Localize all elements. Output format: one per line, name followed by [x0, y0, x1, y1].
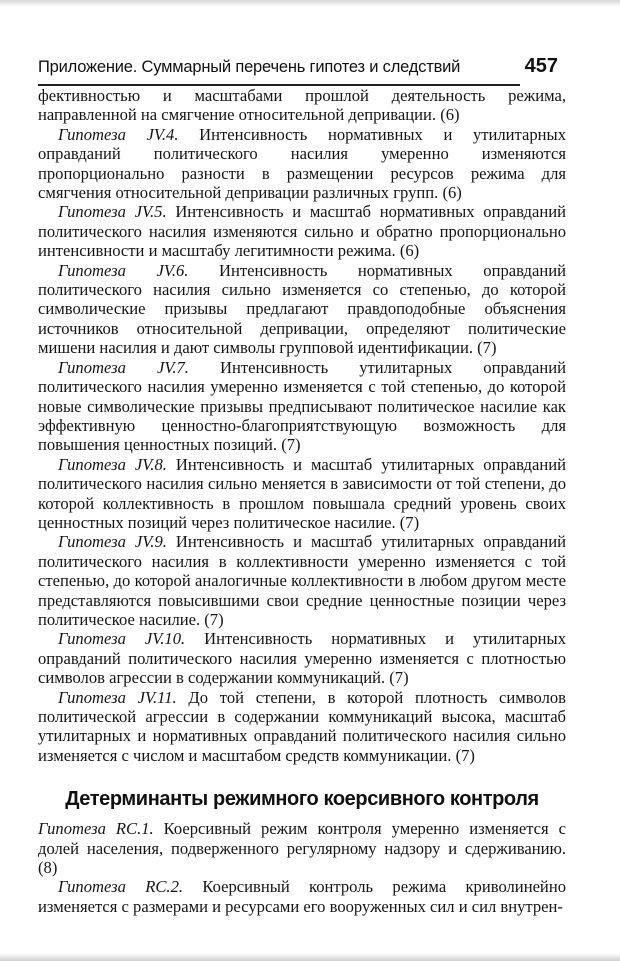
hypothesis-label: Гипотеза RC.1.	[38, 819, 154, 839]
paragraph-text: Интенсивность нормативных оправданий политического насилия сильно изменяется со степенью, до которой символические призывы предлагают правдоподобные объяснения источников относительной депривации, определяют политические мишени насилия и дают символы групповой идентификации. (7)	[38, 260, 566, 358]
paragraph-text: Интенсивность утилитарных оправданий политического насилия умеренно изменяется с той степенью, до которой новые символические призывы предписывают политическое насилие как эффективную ценностно-благоприятствующую возможность для повышения ценностных позиций. (7)	[38, 357, 566, 455]
hypothesis-label: Гипотеза JV.5.	[58, 202, 167, 222]
paragraph-text: Коерсивный контроль режима криволинейно изменяется с размерами и ресурсами его вооруженных сил и сил внутрен-	[38, 877, 566, 916]
bottom-edge-shadow	[0, 953, 620, 961]
paragraph	[38, 877, 566, 916]
paragraph-text: До той степени, в которой плотность символов политической агрессии в содержании коммуникаций высока, масштаб утилитарных и нормативных оправданий политического насилия сильно изменяется с числом и масштабом средств коммуникации. (7)	[38, 687, 566, 765]
paragraph	[38, 688, 566, 766]
page-number: 457	[524, 55, 558, 77]
hypothesis-label: Гипотеза JV.11.	[58, 687, 177, 707]
hypothesis-label: Гипотеза JV.4.	[58, 124, 179, 144]
hypothesis-label: Гипотеза JV.7.	[58, 357, 189, 377]
paragraph-text: Интенсивность и масштаб нормативных оправданий политического насилия изменяются сильно и обратно пропорционально интенсивности и масштабу легитимности режима. (6)	[38, 202, 566, 261]
paragraph-text: Интенсивность нормативных и утилитарных оправданий политического насилия умеренно изменяются пропорционально разности в размещении ресурсов режима для смягчения относительной депривации различных групп. (6)	[38, 124, 566, 203]
hypothesis-label: Гипотеза JV.8.	[58, 454, 167, 474]
paragraph	[38, 532, 566, 629]
paragraph	[38, 125, 566, 203]
paragraph	[38, 629, 566, 687]
running-title: Приложение. Суммарный перечень гипотез и следствий	[38, 58, 461, 76]
paragraph-text: Коерсивный режим контроля умеренно изменяется с долей населения, подверженного регулярному надзору и сдерживанию. (8)	[38, 819, 566, 878]
paragraph	[38, 261, 566, 358]
hypothesis-label: Гипотеза RC.2.	[58, 877, 184, 897]
hypothesis-label: Гипотеза JV.9.	[58, 532, 167, 552]
paragraph	[38, 202, 566, 260]
hypothesis-label: Гипотеза JV.10.	[58, 629, 186, 649]
paragraph	[38, 455, 566, 533]
paragraph-text: Интенсивность и масштаб утилитарных оправданий политического насилия в коллективности умеренно изменяется с той степенью, до которой аналогичные коллективности в любом другом месте представляются повысившими свои средние ценностные позиции через политическое насилие. (7)	[38, 532, 566, 629]
paragraph-text: Интенсивность нормативных и утилитарных оправданий политического насилия умеренно изменяется с плотностью символов агрессии в содержании коммуникаций. (7)	[38, 629, 566, 688]
paragraph-text: фективностью и масштабами прошлой деятельность режима, направленной на смягчение относительной депривации. (6)	[38, 86, 566, 125]
paragraph-text: Интенсивность и масштаб утилитарных оправданий политического насилия сильно меняется в зависимости от той степени, до которой коллективность в прошлом повышала средний уровень своих ценностных позиций через политическое насилие. (7)	[38, 454, 566, 532]
hypothesis-label: Гипотеза JV.6.	[58, 260, 189, 280]
paragraph	[38, 358, 566, 455]
paragraph	[38, 819, 566, 877]
section-heading: Детерминанты режимного коерсивного контроля	[65, 788, 539, 811]
paragraph	[38, 86, 566, 125]
page-body	[38, 86, 566, 916]
page-header	[38, 54, 558, 84]
top-edge-shadow	[0, 0, 620, 7]
